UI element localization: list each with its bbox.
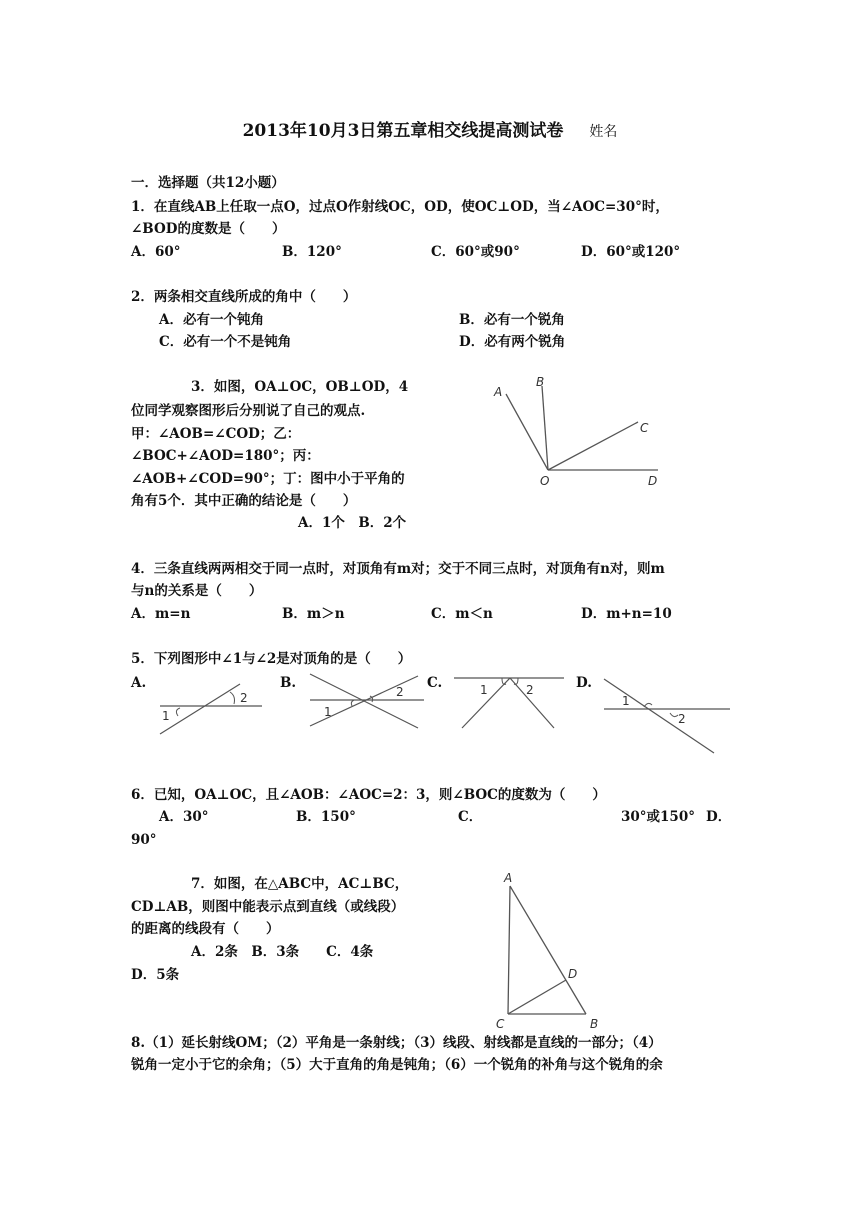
q3-label-a: A xyxy=(494,385,503,399)
q4-option-b[interactable]: B．m＞n xyxy=(282,606,345,622)
q3-label-b: B xyxy=(536,375,545,389)
q3-line1: 3．如图，OA⊥OC，OB⊥OD，4 xyxy=(191,379,409,395)
section-heading: 一．选择题（共12小题） xyxy=(131,175,285,191)
q5a-angle-2: 2 xyxy=(240,691,248,705)
q3-line4: ∠BOC+∠AOD=180°；丙： xyxy=(131,448,320,464)
q2-option-c[interactable]: C．必有一个不是钝角 xyxy=(159,334,292,350)
q7-label-a: A xyxy=(504,871,513,885)
q6-stem: 6．已知，OA⊥OC，且∠AOB：∠AOC=2：3，则∠BOC的度数为（ ） xyxy=(131,787,606,803)
q5-figure-b xyxy=(300,672,430,732)
q3-line2: 位同学观察图形后分别说了自己的观点. xyxy=(131,403,366,419)
q7-option-d[interactable]: D．5条 xyxy=(131,967,180,983)
page-title xyxy=(0,116,860,141)
q6-option-d[interactable]: D． xyxy=(706,809,732,825)
q1-stem-line2: ∠BOD的度数是（ ） xyxy=(131,221,286,237)
q3-figure xyxy=(480,370,680,495)
title-text: 2013年10月3日第五章相交线提高测试卷 xyxy=(242,121,564,141)
q3-line5: ∠AOB+∠COD=90°；丁：图中小于平角的 xyxy=(131,471,405,487)
q4-stem-line1: 4．三条直线两两相交于同一点时，对顶角有m对；交于不同三点时，对顶角有n对，则m xyxy=(131,561,665,577)
q2-option-d[interactable]: D．必有两个锐角 xyxy=(459,334,566,350)
q5b-angle-2: 2 xyxy=(396,685,404,699)
q8-line1: 8.（1）延长射线OM；（2）平角是一条射线；（3）线段、射线都是直线的一部分；（4） xyxy=(131,1035,662,1051)
q4-stem-line2: 与n的关系是（ ） xyxy=(131,583,263,599)
q8-line2: 锐角一定小于它的余角；（5）大于直角的角是钝角；（6）一个锐角的补角与这个锐角的余 xyxy=(131,1057,663,1073)
q7-label-d: D xyxy=(568,967,578,981)
q5-figure-a xyxy=(150,680,270,740)
q5-figure-d xyxy=(598,675,734,755)
q5b-angle-1: 1 xyxy=(324,705,332,719)
q2-option-b[interactable]: B．必有一个锐角 xyxy=(459,312,565,328)
q4-option-a[interactable]: A．m=n xyxy=(131,606,191,622)
q6-option-c-value: 30°或150° xyxy=(621,809,695,825)
q1-option-a[interactable]: A．60° xyxy=(131,244,181,260)
q6-option-a[interactable]: A．30° xyxy=(159,809,209,825)
q4-option-d[interactable]: D．m+n=10 xyxy=(581,606,672,622)
q3-label-o: O xyxy=(540,474,550,488)
q2-option-a[interactable]: A．必有一个钝角 xyxy=(159,312,264,328)
q7-label-c: C xyxy=(496,1017,505,1031)
q1-option-d[interactable]: D．60°或120° xyxy=(581,244,681,260)
q5-option-b[interactable]: B. xyxy=(280,675,297,691)
q1-option-b[interactable]: B．120° xyxy=(282,244,342,260)
q6-option-d-value: 90° xyxy=(131,832,157,848)
q3-label-d: D xyxy=(648,474,658,488)
q7-line1: 7．如图，在△ABC中，AC⊥BC， xyxy=(191,876,409,892)
q6-option-c[interactable]: C． xyxy=(458,809,483,825)
q5-option-d[interactable]: D. xyxy=(576,675,592,691)
q7-options[interactable]: A．2条 B．3条 C．4条 xyxy=(191,944,374,960)
q5-option-a[interactable]: A. xyxy=(131,675,147,691)
q3-label-c: C xyxy=(640,421,649,435)
q3-line3: 甲：∠AOB=∠COD；乙： xyxy=(131,426,301,442)
q1-stem-line1: 1．在直线AB上任取一点O，过点O作射线OC，OD，使OC⊥OD，当∠AOC=30°时， xyxy=(131,199,669,215)
q5a-angle-1: 1 xyxy=(162,709,170,723)
q7-label-b: B xyxy=(590,1017,599,1031)
q5d-angle-1: 1 xyxy=(622,694,630,708)
q2-stem: 2．两条相交直线所成的角中（ ） xyxy=(131,289,357,305)
q3-line6: 角有5个．其中正确的结论是（ ） xyxy=(131,493,357,509)
q3-options[interactable]: A．1个 B．2个 xyxy=(298,515,407,531)
q6-option-b[interactable]: B．150° xyxy=(296,809,356,825)
q7-line3: 的距离的线段有（ ） xyxy=(131,921,280,937)
q7-figure xyxy=(490,868,620,1034)
q1-option-c[interactable]: C．60°或90° xyxy=(431,244,520,260)
q5c-angle-2: 2 xyxy=(526,683,534,697)
q5d-angle-2: 2 xyxy=(678,712,686,726)
q5-option-c[interactable]: C. xyxy=(427,675,443,691)
q5-figure-c xyxy=(450,672,570,734)
q5-stem: 5．下列图形中∠1与∠2是对顶角的是（ ） xyxy=(131,651,412,667)
name-label: 姓名 xyxy=(589,124,618,140)
q7-line2: CD⊥AB，则图中能表示点到直线（或线段） xyxy=(131,899,405,915)
q5c-angle-1: 1 xyxy=(480,683,488,697)
q4-option-c[interactable]: C．m＜n xyxy=(431,606,493,622)
